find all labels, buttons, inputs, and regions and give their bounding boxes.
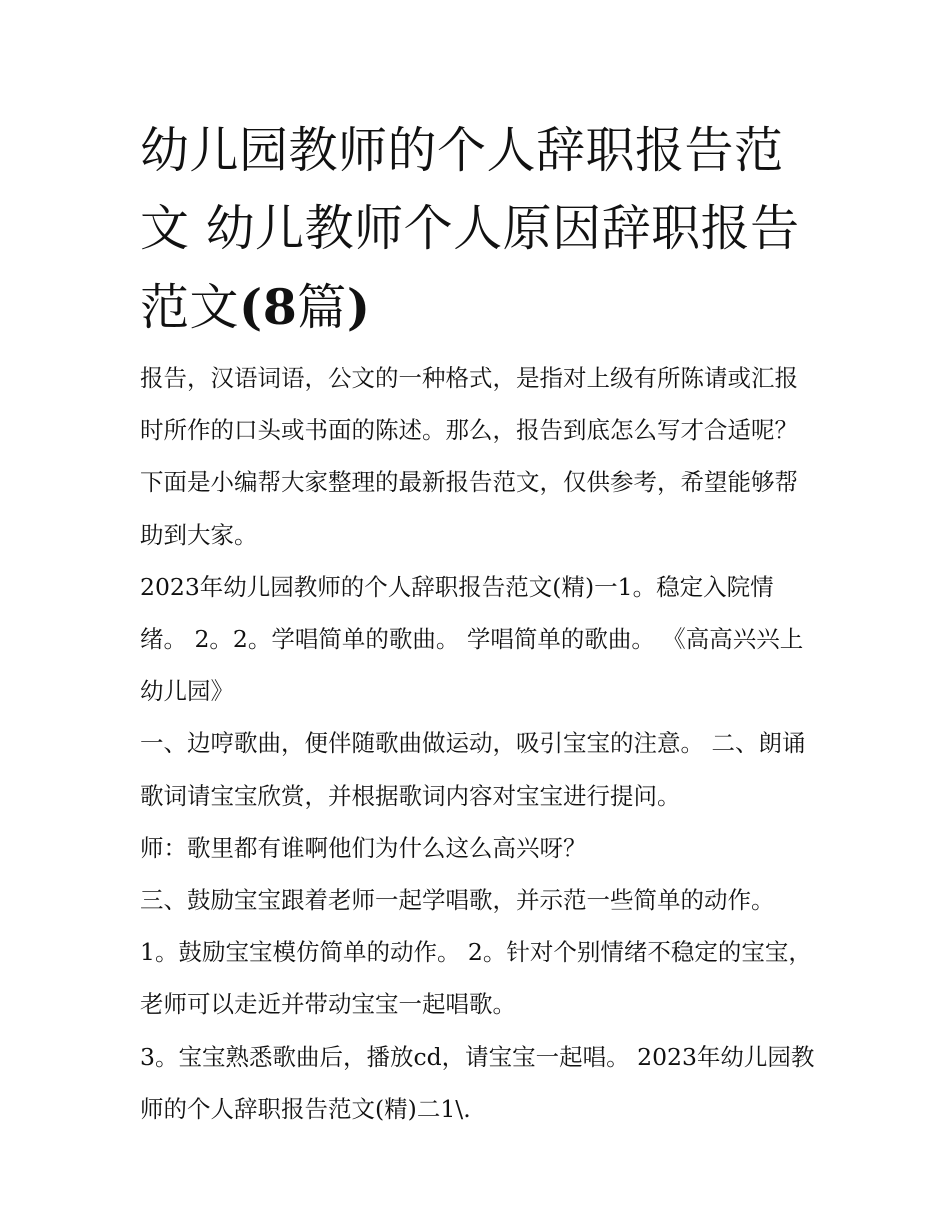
paragraph-section-one: 2023年幼儿园教师的个人辞职报告范文(精)一1。稳定入院情绪。 2。2。学唱简单的歌曲。 学唱简单的歌曲。 《高高兴兴上幼儿园》 xyxy=(140,572,804,706)
paragraph-teacher-question: 师：歌里都有谁啊他们为什么这么高兴呀？ xyxy=(140,833,587,862)
paragraph-intro: 报告，汉语词语，公文的一种格式，是指对上级有所陈请或汇报时所作的口头或书面的陈述。那么，报告到底怎么写才合适呢？下面是小编帮大家整理的最新报告范文，仅供参考，希望能够帮助到大家。 xyxy=(140,364,798,549)
title-count-close: ) xyxy=(346,278,371,336)
title-count-open: (8 xyxy=(239,278,298,336)
paragraph-substep-three: 3。宝宝熟悉歌曲后，播放cd，请宝宝一起唱。 2023年幼儿园教师的个人辞职报告范文(精)二1\. xyxy=(140,1042,815,1123)
document-body xyxy=(140,352,820,1135)
document-title xyxy=(140,112,820,347)
paragraph-step-three: 三、鼓励宝宝跟着老师一起学唱歌，并示范一些简单的动作。 xyxy=(140,886,775,915)
paragraph-steps-one-two: 一、边哼歌曲，便伴随歌曲做运动，吸引宝宝的注意。 二、朗诵歌词请宝宝欣赏，并根据歌词内容对宝宝进行提问。 xyxy=(140,729,806,810)
title-count-unit: 篇 xyxy=(297,279,347,336)
title-text: 幼儿园教师的个人辞职报告范文 幼儿教师个人原因辞职报告范文 xyxy=(140,122,800,336)
paragraph-substeps-one-two: 1。鼓励宝宝模仿简单的动作。 2。针对个别情绪不稳定的宝宝，老师可以走近并带动宝宝一起唱歌。 xyxy=(140,938,812,1019)
